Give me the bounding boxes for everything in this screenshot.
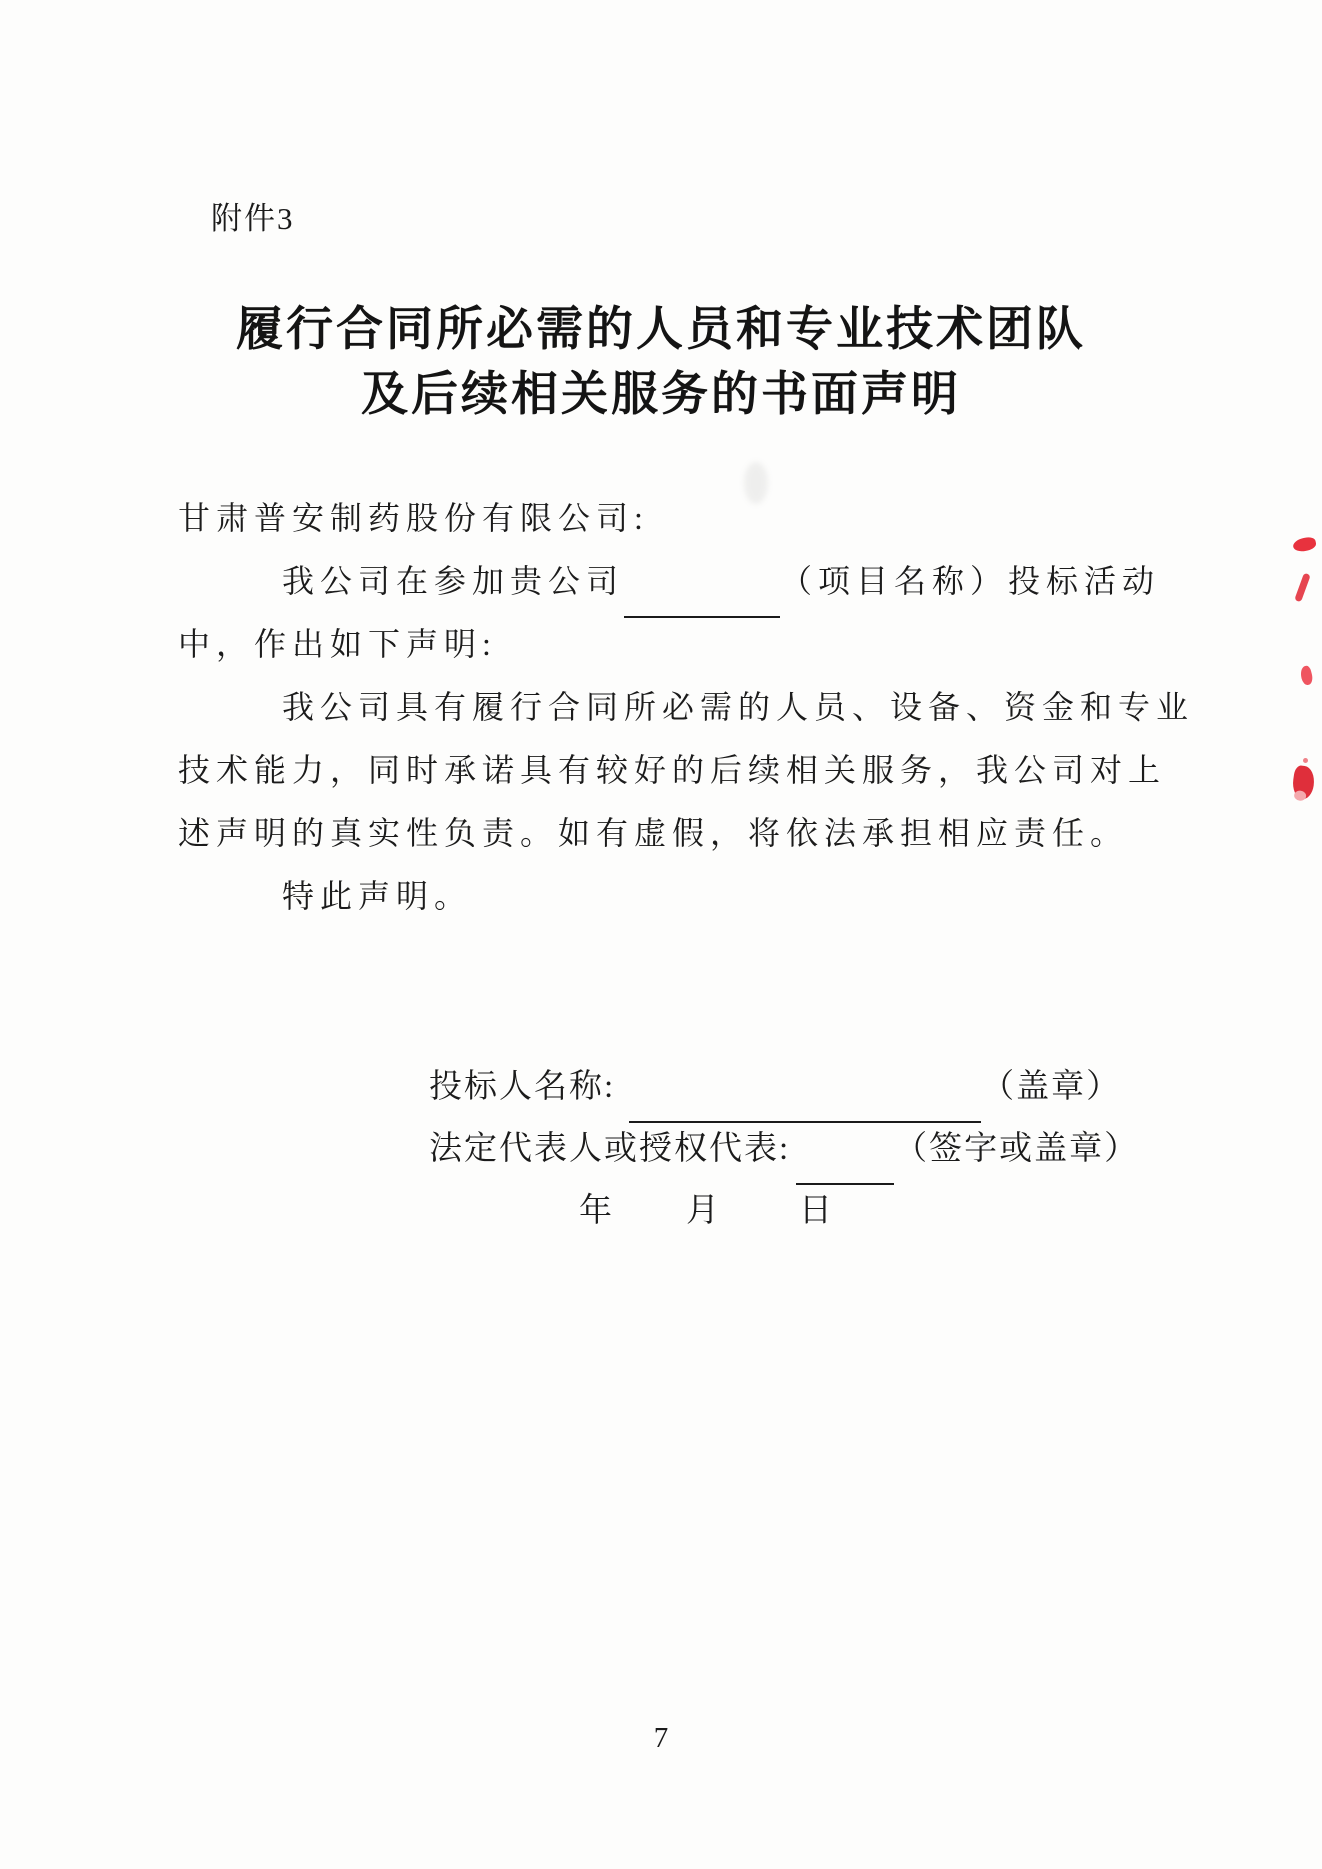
red-ink-mark-3	[1299, 665, 1314, 686]
date-row	[429, 1180, 1139, 1242]
red-ink-mark-1	[1292, 536, 1317, 553]
paragraph1-line2: 中，作出如下声明:	[178, 626, 497, 662]
paragraph1-line1	[178, 550, 1161, 613]
bidder-seal-note: （盖章）	[981, 1069, 1122, 1105]
paragraph1-text-before-blank: 我公司在参加贵公司	[282, 563, 625, 599]
date-year-label: 年	[579, 1193, 614, 1229]
title-line-1: 履行合同所必需的人员和专业技术团队	[236, 302, 1086, 355]
title-line-2: 及后续相关服务的书面声明	[361, 367, 961, 420]
representative-blank	[796, 1149, 894, 1185]
bidder-name-row	[429, 1056, 1139, 1118]
red-ink-mark-4	[1291, 765, 1316, 801]
red-ink-mark-4-dot	[1303, 758, 1308, 763]
scan-smudge	[744, 462, 768, 504]
closing-statement: 特此声明。	[282, 878, 473, 914]
attachment-label: 附件3	[211, 201, 295, 236]
representative-row	[429, 1118, 1139, 1180]
representative-sign-note: （签字或盖章）	[894, 1131, 1140, 1167]
declaration-body	[178, 487, 1195, 928]
bidder-name-blank	[629, 1087, 981, 1123]
bidder-name-label: 投标人名称:	[429, 1069, 616, 1105]
signature-block	[429, 1056, 1139, 1242]
date-month-label: 月	[686, 1193, 721, 1229]
red-ink-mark-2	[1294, 573, 1310, 603]
date-day-label: 日	[799, 1193, 834, 1229]
paragraph1-text-after-blank: （项目名称）投标活动	[780, 563, 1161, 599]
paragraph2-line3: 述声明的真实性负责。如有虚假，将依法承担相应责任。	[178, 815, 1129, 851]
project-name-blank	[624, 582, 780, 618]
salutation-line: 甘肃普安制药股份有限公司:	[178, 500, 649, 536]
paragraph2-line1: 我公司具有履行合同所必需的人员、设备、资金和专业	[282, 689, 1195, 725]
paragraph2-line2: 技术能力，同时承诺具有较好的后续相关服务，我公司对上	[178, 752, 1167, 788]
page-number: 7	[653, 1722, 669, 1754]
representative-label: 法定代表人或授权代表:	[429, 1131, 791, 1167]
document-title	[0, 296, 1322, 426]
